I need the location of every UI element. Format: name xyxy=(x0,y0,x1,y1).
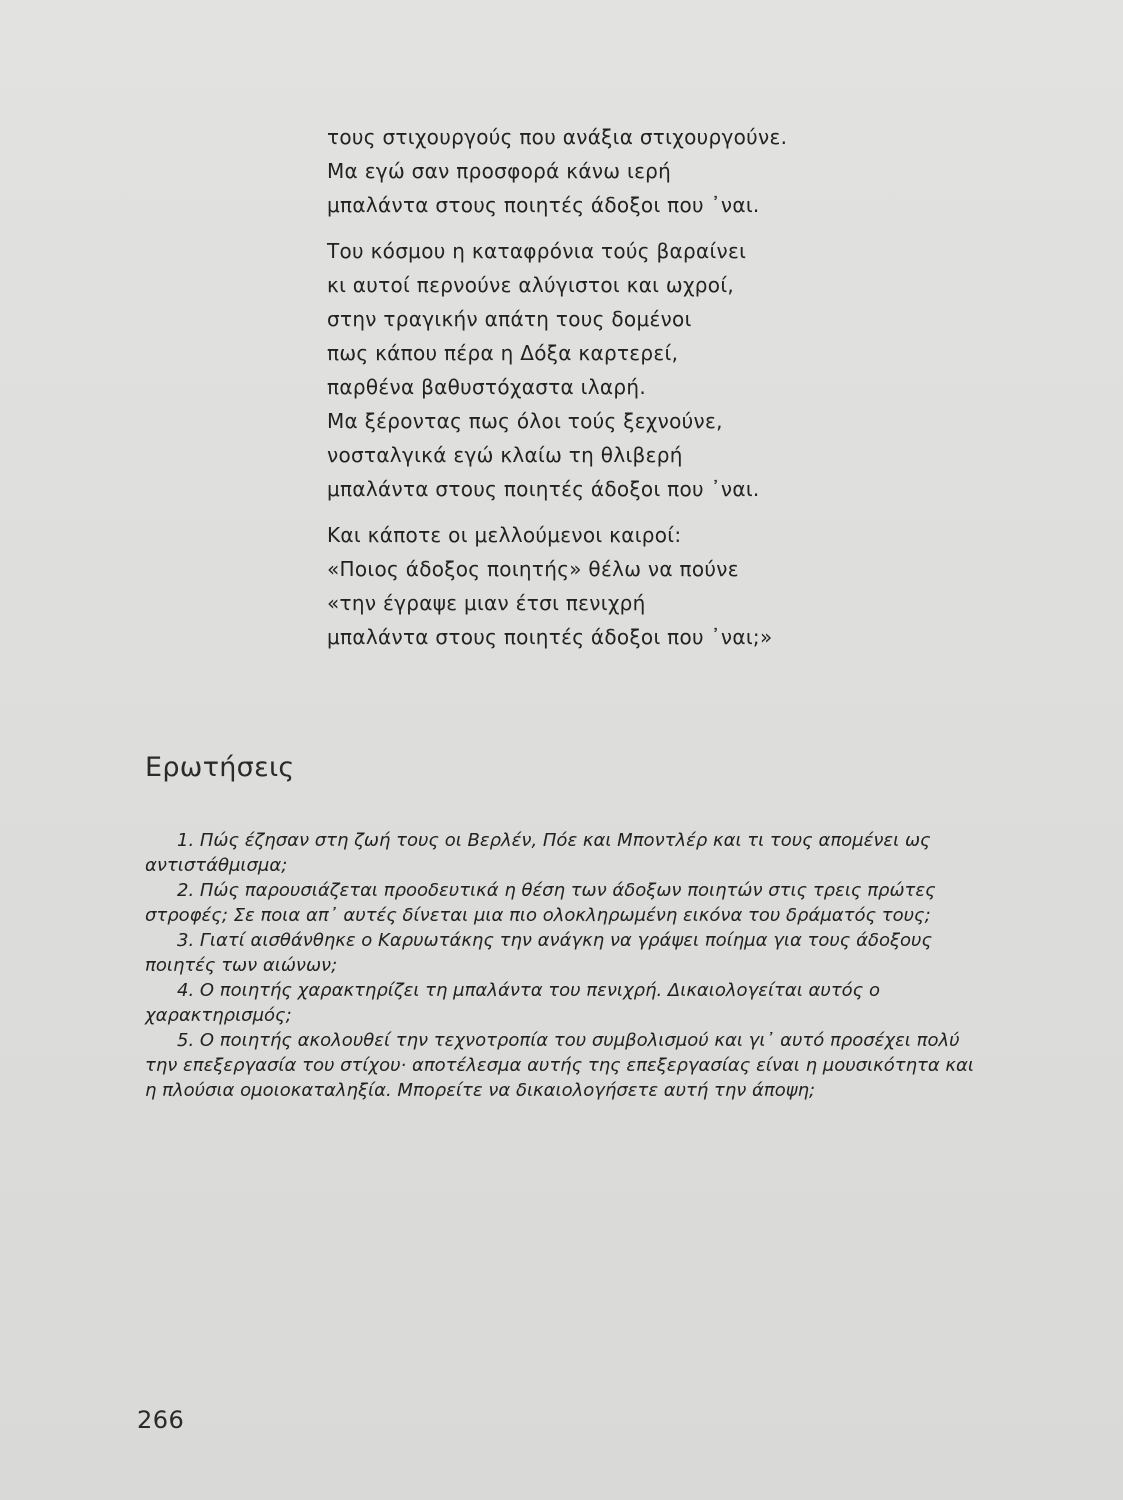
verse-line: Μα ξέροντας πως όλοι τούς ξεχνούνε, xyxy=(327,409,723,433)
verse-line: μπαλάντα στους ποιητές άδοξοι που ᾿ναι. xyxy=(327,477,760,501)
verse-line: νοσταλγικά εγώ κλαίω τη θλιβερή xyxy=(327,443,683,467)
verse-line: τους στιχουργούς που ανάξια στιχουργούνε. xyxy=(327,125,788,149)
questions-heading: Ερωτήσεις xyxy=(145,752,295,783)
stanza xyxy=(327,518,947,654)
stanza xyxy=(327,234,947,506)
stanza xyxy=(327,120,947,222)
page-number: 266 xyxy=(137,1406,185,1434)
question-item: 5. Ο ποιητής ακολουθεί την τεχνοτροπία του συμβολισμού και γι᾿ αυτό προσέχει πολύ την επεξεργασία του στίχου· αποτέλεσμα αυτής της επεξεργασίας είναι η μουσικότητα και η πλούσια ομοιοκαταληξία. Μπορείτε να δικαιολογήσετε αυτή την άποψη; xyxy=(145,1030,974,1101)
verse-line: κι αυτοί περνούνε αλύγιστοι και ωχροί, xyxy=(327,273,735,297)
question-item: 1. Πώς έζησαν στη ζωή τους οι Βερλέν, Πόε και Μποντλέρ και τι τους απομένει ως αντιστάθμισμα; xyxy=(145,830,931,876)
verse-line: Και κάποτε οι μελλούμενοι καιροί: xyxy=(327,523,682,547)
verse-line: Μα εγώ σαν προσφορά κάνω ιερή xyxy=(327,159,672,183)
verse-line: «Ποιος άδοξος ποιητής» θέλω να πούνε xyxy=(327,557,739,581)
question-item: 3. Γιατί αισθάνθηκε ο Καρυωτάκης την ανάγκη να γράψει ποίημα για τους άδοξους ποιητές των αιώνων; xyxy=(145,930,933,976)
verse-line: στην τραγικήν απάτη τους δομένοι xyxy=(327,307,692,331)
verse-line: «την έγραψε μιαν έτσι πενιχρή xyxy=(327,591,646,615)
question-item: 2. Πώς παρουσιάζεται προοδευτικά η θέση των άδοξων ποιητών στις τρεις πρώτες στροφές; Σε ποια απ᾿ αυτές δίνεται μια πιο ολοκληρωμένη εικόνα του δράματός τους; xyxy=(145,880,936,926)
verse-line: μπαλάντα στους ποιητές άδοξοι που ᾿ναι;» xyxy=(327,625,773,649)
poem xyxy=(327,120,947,666)
verse-line: μπαλάντα στους ποιητές άδοξοι που ᾿ναι. xyxy=(327,193,760,217)
verse-line: Του κόσμου η καταφρόνια τούς βαραίνει xyxy=(327,239,747,263)
verse-line: παρθένα βαθυστόχαστα ιλαρή. xyxy=(327,375,646,399)
verse-line: πως κάπου πέρα η Δόξα καρτερεί, xyxy=(327,341,679,365)
questions-list xyxy=(145,828,985,1103)
question-item: 4. Ο ποιητής χαρακτηρίζει τη μπαλάντα του πενιχρή. Δικαιολογείται αυτός ο χαρακτηρισμός; xyxy=(145,980,880,1026)
